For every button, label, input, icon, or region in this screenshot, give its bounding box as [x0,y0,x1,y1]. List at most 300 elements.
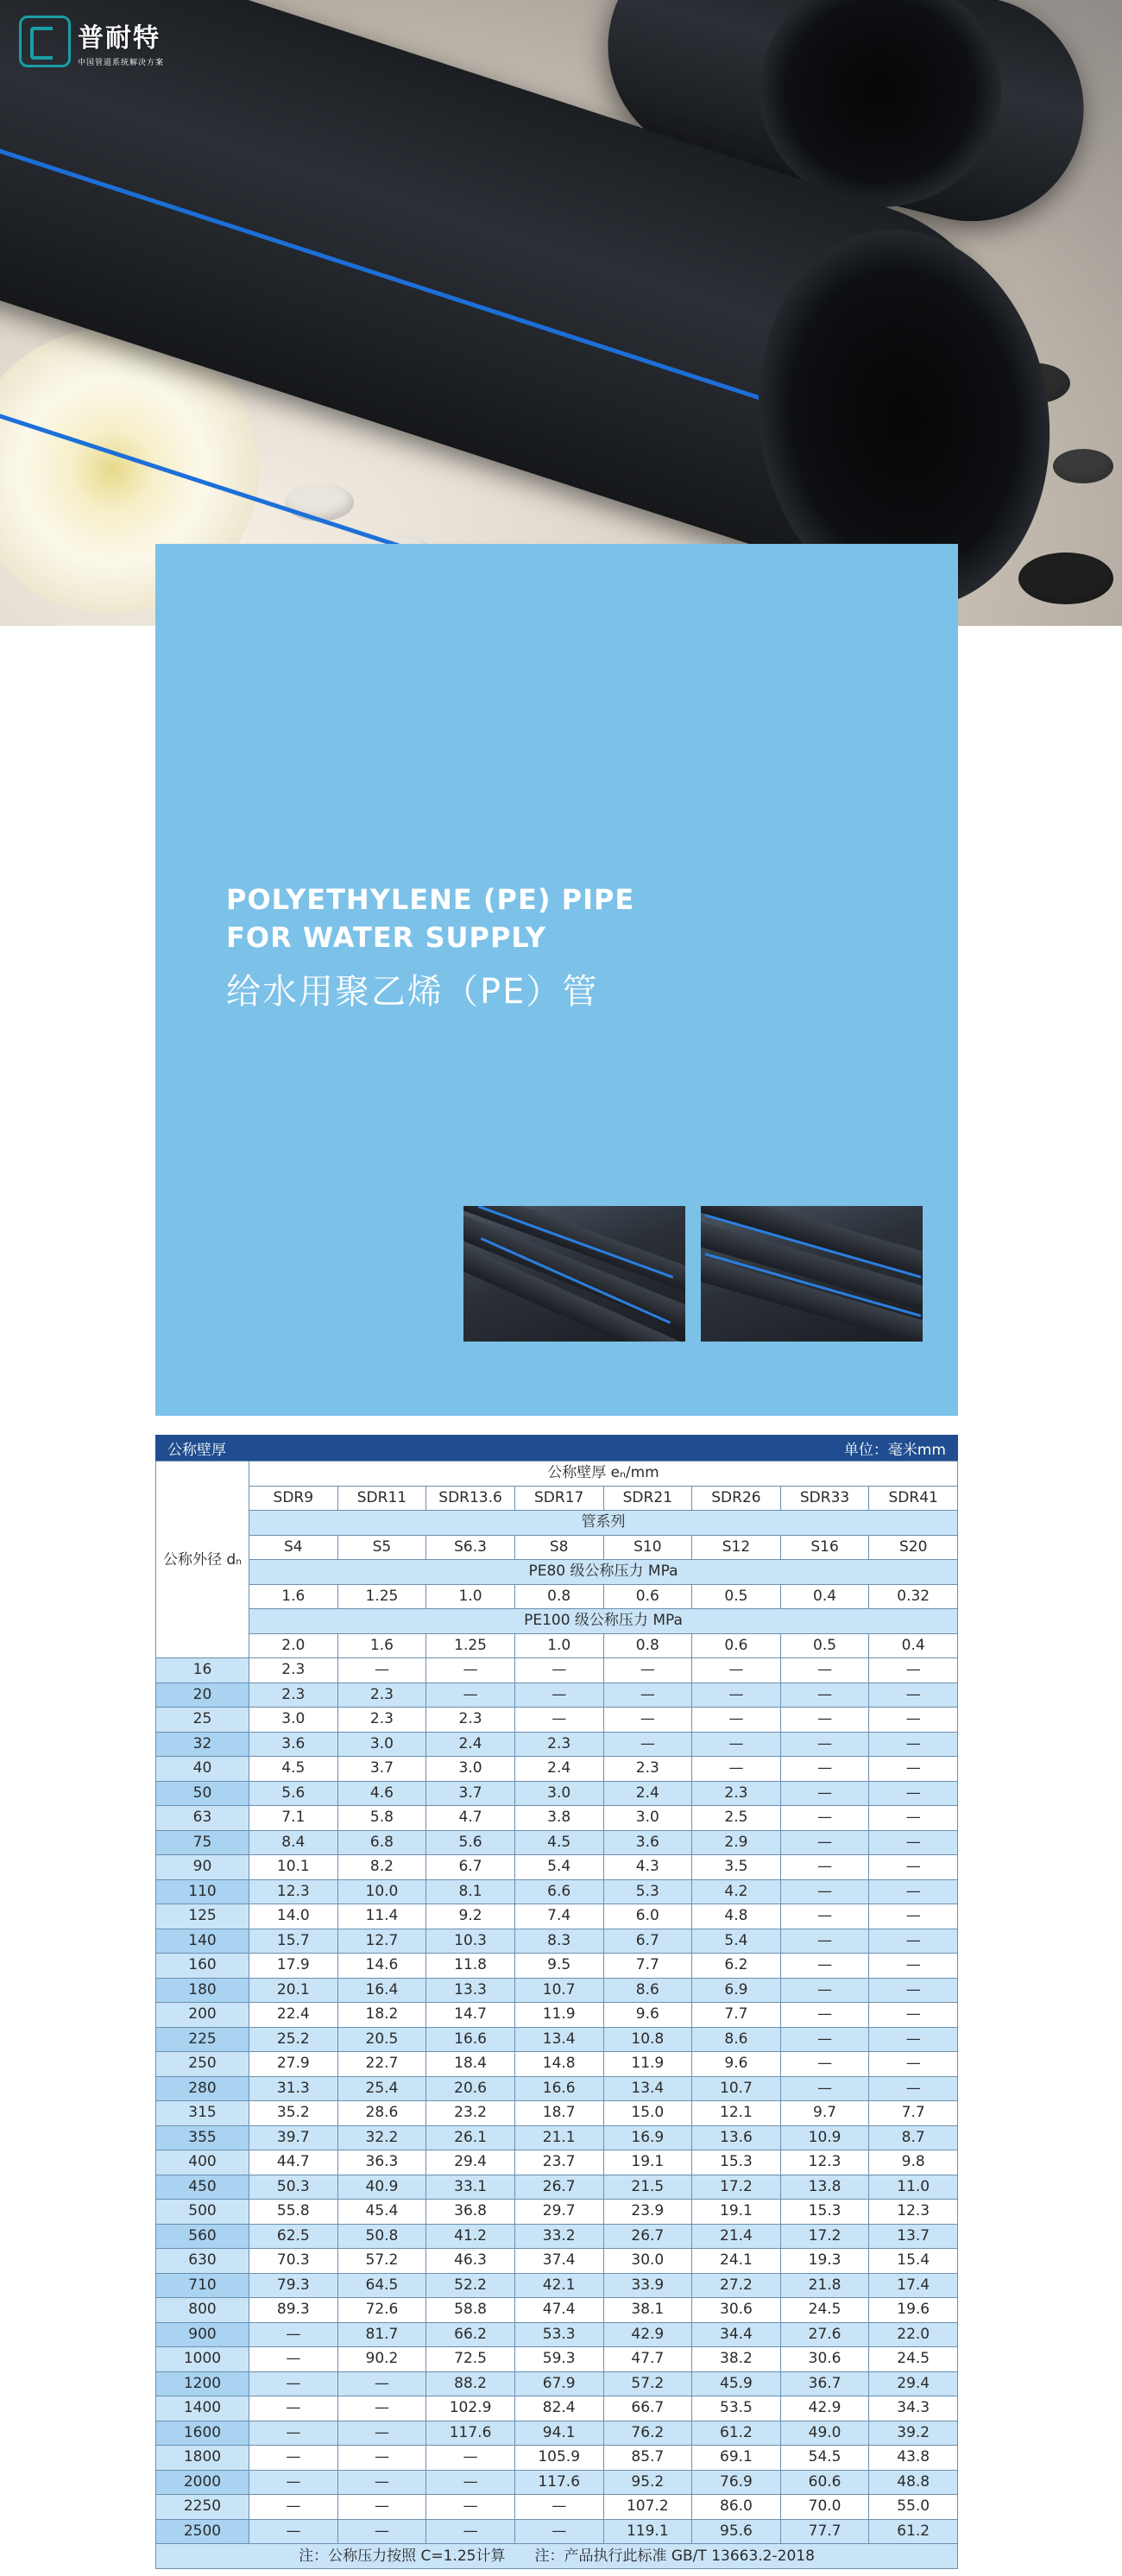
wall-cell: — [426,1658,515,1683]
wall-cell: — [780,1954,869,1979]
od-cell: 75 [156,1830,249,1855]
wall-cell: 33.2 [514,2224,603,2249]
wall-cell: 11.4 [337,1904,426,1929]
wall-cell: 9.7 [780,2101,869,2126]
table-caption [155,1435,958,1461]
wall-cell: 22.0 [869,2322,958,2347]
table-row [156,1757,958,1782]
wall-cell: 95.6 [692,2519,781,2544]
wall-cell: — [869,1732,958,1757]
wall-cell: 36.3 [337,2150,426,2175]
table-row [156,2371,958,2396]
od-cell: 225 [156,2027,249,2052]
wall-cell: 19.1 [603,2150,692,2175]
wall-cell: 85.7 [603,2446,692,2471]
wall-cell: 2.3 [337,1683,426,1708]
wall-cell: 15.7 [249,1929,338,1954]
wall-cell: — [869,1757,958,1782]
wall-cell: 5.4 [692,1929,781,1954]
wall-cell: 20.1 [249,1978,338,2003]
wall-cell: 105.9 [514,2446,603,2471]
wall-cell: 2.4 [426,1732,515,1757]
wall-cell: — [426,2519,515,2544]
brand-sub: 中国管道系统解决方案 [78,58,165,67]
wall-cell: 10.7 [514,1978,603,2003]
wall-cell: 119.1 [603,2519,692,2544]
wall-cell: 30.6 [780,2347,869,2372]
wall-cell: — [337,1658,426,1683]
wall-cell: 16.6 [426,2027,515,2052]
wall-cell: 3.6 [249,1732,338,1757]
wall-cell: 15.3 [692,2150,781,2175]
od-cell: 2500 [156,2519,249,2544]
wall-cell: 5.4 [514,1855,603,1880]
series-cell: S12 [692,1535,781,1560]
wall-cell: 10.1 [249,1855,338,1880]
sdr-cell: SDR17 [514,1486,603,1511]
wall-cell: — [780,2003,869,2028]
sdr-cell: SDR41 [869,1486,958,1511]
wall-cell: 13.7 [869,2224,958,2249]
wall-cell: 59.3 [514,2347,603,2372]
wall-cell: — [869,2052,958,2077]
sdr-cell: SDR11 [337,1486,426,1511]
sdr-cell: SDR26 [692,1486,781,1511]
od-cell: 25 [156,1708,249,1733]
wall-cell: 14.7 [426,2003,515,2028]
wall-cell: 7.7 [603,1954,692,1979]
pe100-cell: 1.25 [426,1633,515,1658]
wall-cell: — [780,1855,869,1880]
wall-cell: 4.5 [249,1757,338,1782]
wall-cell: 57.2 [603,2371,692,2396]
table-row [156,1781,958,1806]
wall-cell: 4.8 [692,1904,781,1929]
wall-cell: — [692,1683,781,1708]
wall-cell: — [869,1929,958,1954]
series-cell: S8 [514,1535,603,1560]
od-cell: 280 [156,2076,249,2101]
wall-cell: 5.3 [603,1879,692,1904]
od-cell: 16 [156,1658,249,1683]
wall-cell: 22.4 [249,2003,338,2028]
wall-cell: — [426,2470,515,2495]
pipe-thumbnail-1 [463,1206,685,1342]
wall-cell: — [337,2421,426,2446]
wall-cell: 2.3 [692,1781,781,1806]
wall-cell: 13.3 [426,1978,515,2003]
wall-cell: 6.7 [426,1855,515,1880]
wall-cell: 4.2 [692,1879,781,1904]
wall-cell: — [780,1929,869,1954]
wall-cell: — [337,2396,426,2421]
wall-cell: 8.6 [603,1978,692,2003]
table-row [156,1855,958,1880]
wall-cell: 9.8 [869,2150,958,2175]
od-cell: 400 [156,2150,249,2175]
table-row [156,2249,958,2274]
wall-cell: 90.2 [337,2347,426,2372]
wall-cell: 29.7 [514,2200,603,2225]
table-row [156,2150,958,2175]
wall-cell: — [780,1757,869,1782]
wall-cell: 17.2 [692,2175,781,2200]
wall-cell: 2.3 [514,1732,603,1757]
wall-cell: 26.7 [603,2224,692,2249]
wall-cell: 11.8 [426,1954,515,1979]
od-cell: 160 [156,1954,249,1979]
wall-cell: — [426,1683,515,1708]
wall-cell: 17.2 [780,2224,869,2249]
wall-cell: — [514,2519,603,2544]
wall-cell: 33.1 [426,2175,515,2200]
pe80-cell: 0.32 [869,1584,958,1609]
wall-cell: — [869,2076,958,2101]
od-cell: 32 [156,1732,249,1757]
wall-cell: — [337,2470,426,2495]
wall-cell: — [780,1658,869,1683]
table-row [156,2101,958,2126]
wall-cell: 27.9 [249,2052,338,2077]
wall-cell: 43.8 [869,2446,958,2471]
wall-cell: 3.0 [337,1732,426,1757]
wall-cell: 36.7 [780,2371,869,2396]
title-english-line2: FOR WATER SUPPLY [226,921,546,954]
od-cell: 2000 [156,2470,249,2495]
wall-cell: 4.6 [337,1781,426,1806]
wall-cell: 67.9 [514,2371,603,2396]
wall-cell: 8.3 [514,1929,603,1954]
wall-cell: 14.8 [514,2052,603,2077]
wall-cell: — [337,2446,426,2471]
wall-cell: 64.5 [337,2273,426,2298]
hero-photo [0,0,1122,626]
pe100-cell: 1.6 [337,1633,426,1658]
wall-cell: 81.7 [337,2322,426,2347]
od-cell: 800 [156,2298,249,2323]
od-cell: 1200 [156,2371,249,2396]
wall-cell: — [426,2446,515,2471]
wall-cell: 2.4 [603,1781,692,1806]
wall-cell: 27.6 [780,2322,869,2347]
wall-cell: 2.3 [426,1708,515,1733]
wall-cell: 24.5 [869,2347,958,2372]
wall-cell: — [869,1683,958,1708]
table-row [156,2200,958,2225]
wall-cell: 33.9 [603,2273,692,2298]
wall-cell: 4.3 [603,1855,692,1880]
series-cell: S4 [249,1535,338,1560]
wall-cell: 9.2 [426,1904,515,1929]
wall-cell: 30.0 [603,2249,692,2274]
wall-cell: 15.0 [603,2101,692,2126]
wall-cell: 102.9 [426,2396,515,2421]
wall-cell: 20.6 [426,2076,515,2101]
table-row [156,1929,958,1954]
wall-cell: 53.3 [514,2322,603,2347]
brand-name: 普耐特 [78,22,161,54]
od-cell: 560 [156,2224,249,2249]
wall-cell: — [780,1879,869,1904]
wall-cell: 3.8 [514,1806,603,1831]
wall-cell: — [780,2076,869,2101]
wall-cell: 4.7 [426,1806,515,1831]
header-od: 公称外径 dₙ [156,1462,249,1658]
pe100-cell: 0.5 [780,1633,869,1658]
wall-cell: — [249,2495,338,2520]
wall-cell: — [692,1732,781,1757]
table-row [156,2495,958,2520]
wall-cell: — [780,1806,869,1831]
wall-cell: 72.5 [426,2347,515,2372]
table-row [156,2273,958,2298]
wall-cell: 3.7 [337,1757,426,1782]
pe100-cell: 2.0 [249,1633,338,1658]
wall-cell: — [337,2371,426,2396]
wall-cell: 88.2 [426,2371,515,2396]
table-row [156,2421,958,2446]
wall-cell: 16.6 [514,2076,603,2101]
wall-cell: 3.0 [603,1806,692,1831]
od-cell: 630 [156,2249,249,2274]
pe80-cell: 1.6 [249,1584,338,1609]
wall-cell: — [249,2371,338,2396]
pe100-cell: 0.8 [603,1633,692,1658]
wall-cell: — [869,2027,958,2052]
wall-cell: 10.8 [603,2027,692,2052]
sdr-cell: SDR21 [603,1486,692,1511]
wall-cell: 12.7 [337,1929,426,1954]
table-row [156,1806,958,1831]
wall-cell: 12.3 [780,2150,869,2175]
wall-cell: 11.9 [603,2052,692,2077]
od-cell: 90 [156,1855,249,1880]
wall-cell: 76.2 [603,2421,692,2446]
wall-cell: 86.0 [692,2495,781,2520]
wall-cell: 9.6 [692,2052,781,2077]
wall-cell: 11.0 [869,2175,958,2200]
sdr-cell: SDR9 [249,1486,338,1511]
wall-cell: 29.4 [426,2150,515,2175]
table-row [156,2322,958,2347]
wall-cell: — [514,1708,603,1733]
wall-cell: 117.6 [514,2470,603,2495]
wall-cell: 55.0 [869,2495,958,2520]
wall-cell: 13.4 [603,2076,692,2101]
wall-cell: 32.2 [337,2125,426,2150]
wall-cell: 45.9 [692,2371,781,2396]
wall-cell: 10.9 [780,2125,869,2150]
od-cell: 20 [156,1683,249,1708]
wall-cell: 10.7 [692,2076,781,2101]
od-cell: 355 [156,2125,249,2150]
wall-cell: 5.6 [426,1830,515,1855]
wall-cell: 25.4 [337,2076,426,2101]
wall-cell: 3.0 [514,1781,603,1806]
wall-cell: 58.8 [426,2298,515,2323]
table-row [156,1732,958,1757]
wall-cell: 21.5 [603,2175,692,2200]
wall-cell: 26.1 [426,2125,515,2150]
wall-cell: 61.2 [692,2421,781,2446]
wall-cell: 54.5 [780,2446,869,2471]
wall-cell: — [426,2495,515,2520]
wall-cell: 47.4 [514,2298,603,2323]
table-row [156,1978,958,2003]
wall-cell: 30.6 [692,2298,781,2323]
wall-cell: 35.2 [249,2101,338,2126]
wall-cell: — [780,1830,869,1855]
wall-cell: 28.6 [337,2101,426,2126]
od-cell: 500 [156,2200,249,2225]
table-row [156,2175,958,2200]
wall-cell: 3.0 [426,1757,515,1782]
wall-cell: 20.5 [337,2027,426,2052]
od-cell: 125 [156,1904,249,1929]
wall-cell: 24.5 [780,2298,869,2323]
wall-cell: — [869,1781,958,1806]
wall-cell: 8.4 [249,1830,338,1855]
wall-cell: 34.4 [692,2322,781,2347]
wall-cell: — [603,1683,692,1708]
wall-cell: 66.7 [603,2396,692,2421]
wall-cell: 7.7 [692,2003,781,2028]
table-row [156,2003,958,2028]
wall-cell: 7.4 [514,1904,603,1929]
wall-cell: — [514,2495,603,2520]
wall-cell: 2.3 [337,1708,426,1733]
wall-cell: 47.7 [603,2347,692,2372]
brand-logo [19,16,164,67]
wall-cell: — [249,2347,338,2372]
wall-cell: 79.3 [249,2273,338,2298]
wall-cell: 50.8 [337,2224,426,2249]
wall-cell: 55.8 [249,2200,338,2225]
table-row [156,2396,958,2421]
series-cell: S6.3 [426,1535,515,1560]
pe100-cell: 0.4 [869,1633,958,1658]
wall-cell: 44.7 [249,2150,338,2175]
pe100-cell: 1.0 [514,1633,603,1658]
wall-cell: 76.9 [692,2470,781,2495]
wall-cell: 94.1 [514,2421,603,2446]
od-cell: 1000 [156,2347,249,2372]
wall-cell: — [780,1781,869,1806]
wall-cell: 16.4 [337,1978,426,2003]
table-row [156,2076,958,2101]
wall-cell: 12.3 [869,2200,958,2225]
wall-cell: — [337,2495,426,2520]
wall-cell: 6.6 [514,1879,603,1904]
wall-cell: 60.6 [780,2470,869,2495]
wall-cell: — [249,2396,338,2421]
wall-cell: 107.2 [603,2495,692,2520]
wall-cell: 66.2 [426,2322,515,2347]
wall-cell: — [603,1658,692,1683]
wall-cell: 23.2 [426,2101,515,2126]
wall-cell: 23.9 [603,2200,692,2225]
wall-cell: 18.2 [337,2003,426,2028]
wall-cell: — [603,1708,692,1733]
wall-cell: 89.3 [249,2298,338,2323]
pe80-cell: 0.6 [603,1584,692,1609]
sdr-cell: SDR13.6 [426,1486,515,1511]
wall-cell: 16.9 [603,2125,692,2150]
wall-cell: 41.2 [426,2224,515,2249]
table-row [156,1879,958,1904]
wall-cell: 37.4 [514,2249,603,2274]
wall-cell: — [337,2519,426,2544]
od-cell: 200 [156,2003,249,2028]
table-row [156,1830,958,1855]
table-row [156,2052,958,2077]
wall-cell: 70.0 [780,2495,869,2520]
wall-cell: 38.2 [692,2347,781,2372]
wall-cell: 3.7 [426,1781,515,1806]
wall-cell: 15.3 [780,2200,869,2225]
wall-cell: 42.9 [603,2322,692,2347]
wall-cell: — [869,1954,958,1979]
od-cell: 450 [156,2175,249,2200]
table-footnote: 注：公称压力按照 C=1.25计算 注：产品执行此标准 GB/T 13663.2-2018 [155,2544,958,2569]
wall-cell: 2.3 [603,1757,692,1782]
wall-cell: — [249,2446,338,2471]
wall-cell: — [780,1708,869,1733]
table-row [156,2298,958,2323]
wall-cell: 39.7 [249,2125,338,2150]
wall-cell: 19.6 [869,2298,958,2323]
wall-cell: 3.5 [692,1855,781,1880]
wall-cell: 19.3 [780,2249,869,2274]
spec-table [155,1435,958,2569]
wall-cell: 2.3 [249,1658,338,1683]
od-cell: 63 [156,1806,249,1831]
wall-cell: 17.9 [249,1954,338,1979]
wall-cell: 27.2 [692,2273,781,2298]
wall-cell: 49.0 [780,2421,869,2446]
wall-cell: 12.3 [249,1879,338,1904]
logo-icon [19,16,71,67]
wall-cell: 2.3 [249,1683,338,1708]
wall-cell: 3.0 [249,1708,338,1733]
wall-cell: 19.1 [692,2200,781,2225]
wall-cell: 70.3 [249,2249,338,2274]
wall-cell: 4.5 [514,1830,603,1855]
table-row [156,1658,958,1683]
wall-cell: 6.8 [337,1830,426,1855]
od-cell: 315 [156,2101,249,2126]
wall-cell: 26.7 [514,2175,603,2200]
wall-cell: 5.6 [249,1781,338,1806]
table-caption-right: 单位：毫米mm [843,1441,946,1459]
series-cell: S16 [780,1535,869,1560]
wall-cell: 8.1 [426,1879,515,1904]
pe80-cell: 1.25 [337,1584,426,1609]
wall-cell: 6.2 [692,1954,781,1979]
wall-cell: 18.7 [514,2101,603,2126]
title-chinese: 给水用聚乙烯（PE）管 [226,972,599,1012]
sdr-cell: SDR33 [780,1486,869,1511]
wall-cell: — [780,1904,869,1929]
wall-cell: — [869,1855,958,1880]
wall-cell: — [869,1830,958,1855]
wall-cell: — [249,2519,338,2544]
table-caption-left: 公称壁厚 [167,1441,226,1459]
wall-cell: 21.1 [514,2125,603,2150]
wall-cell: — [514,1658,603,1683]
wall-cell: — [780,1978,869,2003]
wall-cell: 10.0 [337,1879,426,1904]
